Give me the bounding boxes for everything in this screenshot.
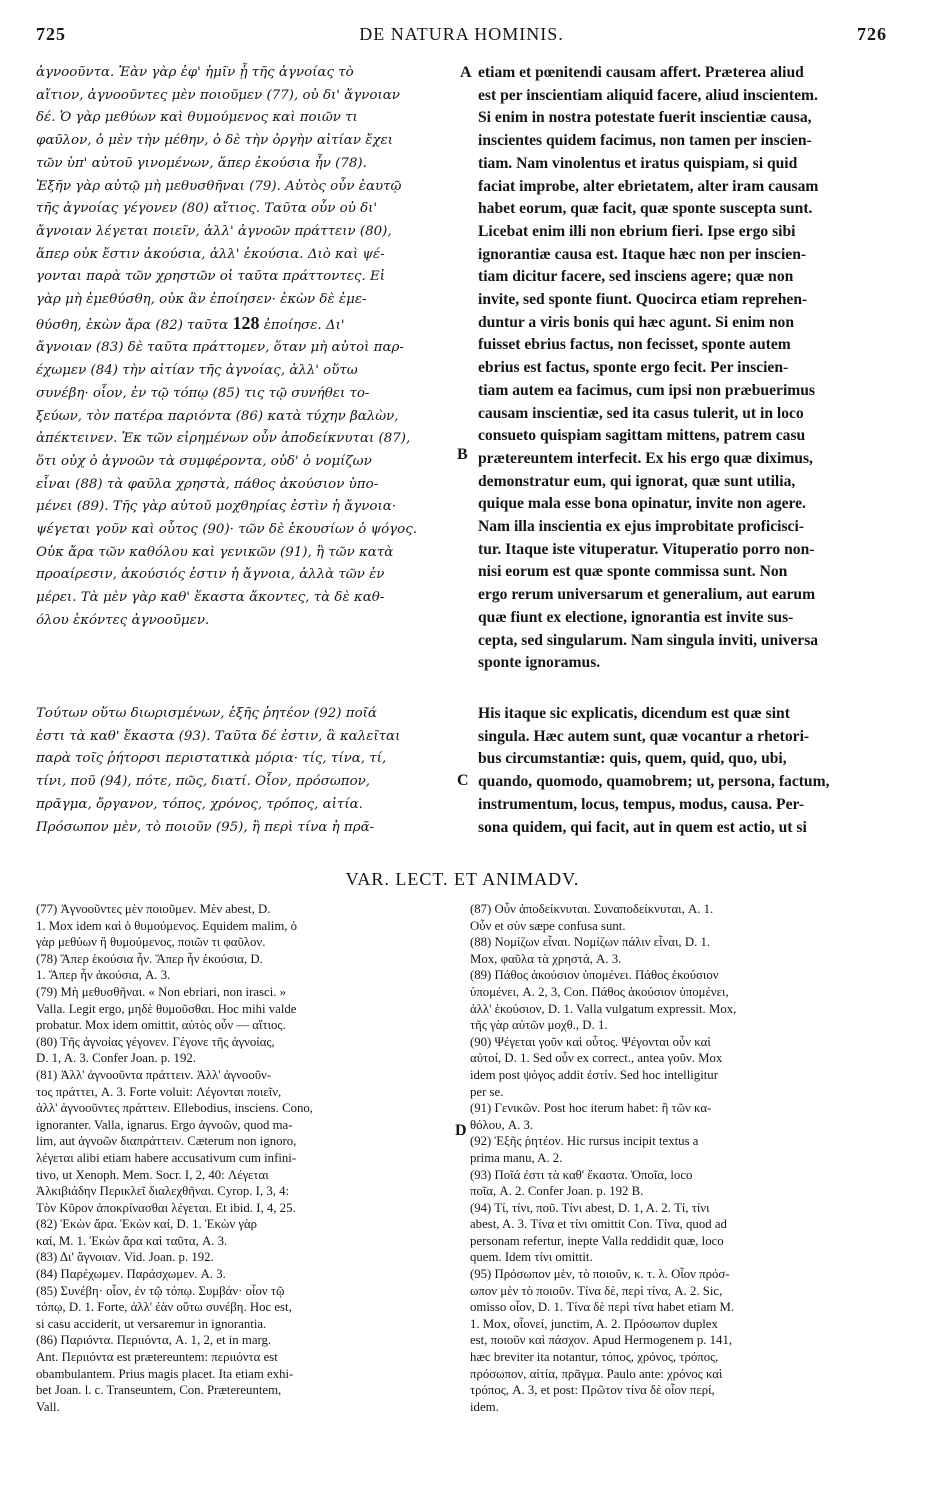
note-line: (93) Ποῖά ἐστι τὰ καθ' ἕκαστα. Ὁποῖα, loco <box>470 1167 693 1182</box>
latin-line: quando, quomodo, quamobrem; ut, persona, factum, <box>478 773 830 791</box>
note-line: ποῖα, A. 2. Confer Joan. p. 192 B. <box>470 1184 644 1199</box>
note-line: τόπῳ, D. 1. Forte, ἀλλ' ἐὰν οὕτω συνέβη. Hoc est, <box>36 1300 292 1315</box>
note-line: ignoranter. Valla, ignarus. Ergo ἀγνοῶν, quod ma- <box>36 1117 293 1132</box>
note-line: 1. Mox idem καὶ ὁ θυμούμενος. Equidem malim, ὁ <box>36 918 298 933</box>
greek-line: ψέγεται γοῦν καὶ οὗτος (90)· τῶν δὲ ἑκουσίων ὁ ψόγος. <box>36 522 417 538</box>
latin-line: ebrius est factus, sponte ergo fecit. Per inscien- <box>478 359 789 377</box>
latin-line: consueto quispiam sagittam mittens, patrem casu <box>478 427 806 445</box>
notes-section-title: VAR. LECT. ET ANIMADV. <box>345 869 580 889</box>
latin-line: instrumentum, locus, tempus, modus, causa. Per- <box>478 795 805 813</box>
note-line: (81) Ἀλλ' ἀγνοοῦντα πράττειν. Ἀλλ' ἀγνοοῦν- <box>36 1067 272 1082</box>
note-line: τος πράττει, A. 3. Forte voluit: Λέγονται ποιεῖν, <box>36 1084 282 1099</box>
greek-line: τῶν ὑπ' αὐτοῦ γινομένων, ἅπερ ἑκούσια ἦν (78). <box>36 155 367 171</box>
note-line: (92) Ἑξῆς ῥητέον. Hic rursus incipit textus a <box>470 1134 699 1149</box>
latin-line: demonstratur eum, qui ignorat, quæ sunt utilia, <box>478 472 796 490</box>
margin-marker-b: B <box>457 446 468 463</box>
note-line: θόλου, A. 3. <box>470 1117 534 1132</box>
note-line: omisso οἷον, D. 1. Τίνα δὲ περὶ τίνα habet etiam M. <box>470 1300 735 1315</box>
latin-line: sona quidem, qui facit, aut in quem est actio, ut si <box>478 818 807 836</box>
greek-line: Οὐκ ἄρα τῶν καθόλου καὶ γενικῶν (91), ἢ τῶν κατὰ <box>36 544 394 560</box>
latin-line: bus circumstantiæ: quis, quem, quid, quo, ubi, <box>478 750 787 768</box>
greek-line: έχωμεν (84) τὴν αἰτίαν τῆς ἀγνοίας, ἀλλ' οὕτω <box>36 363 358 379</box>
latin-line: sponte ignoramus. <box>478 654 601 672</box>
note-line: hæc breviter ita notantur, τόπος, χρόνος, τρόπος, <box>470 1350 719 1365</box>
greek-line: Πρόσωπον μὲν, τὸ ποιοῦν (95), ἢ περὶ τίνα ἡ πρᾶ- <box>36 819 375 835</box>
greek-line: ἅπερ οὐκ ἔστιν ἀκούσια, ἀλλ' ἑκούσια. Διὸ καὶ ψέ- <box>36 246 385 262</box>
note-line: (77) Ἀγνοοῦντες μὲν ποιοῦμεν. Μὲν abest, D. <box>36 902 271 916</box>
note-line: (88) Νομίζων εἶναι. Νομίζων πάλιν εἶναι, D. 1. <box>470 935 711 950</box>
note-line: probatur. Mox idem omittit, αὐτὸς οὖν — αἴτιος. <box>36 1018 286 1033</box>
note-line: obambulantem. Prius magis placet. Ita etiam exhi- <box>36 1366 294 1381</box>
greek-line: φαῦλον, ὁ μὲν τὴν μέθην, ὁ δὲ τὴν ὀργὴν αἰτίαν ἔχει <box>36 133 393 149</box>
note-line: Valla. Legit ergo, μηδὲ θυμοῦσθαι. Hoc mihi valde <box>36 1001 297 1016</box>
latin-line: faciat improbe, alter ebrietatem, alter iram causam <box>478 177 819 195</box>
greek-line: ἀπέκτεινεν. Ἐκ τῶν εἰρημένων οὖν ἀποδείκνυται (87), <box>36 431 411 447</box>
latin-line: tiam autem ea facimus, cum ipsi non præbuerimus <box>478 381 816 399</box>
greek-line: Ἐξῆν γὰρ αὐτῷ μὴ μεθυσθῆναι (79). Αὐτὸς οὖν ἑαυτῷ <box>36 178 402 194</box>
note-line: 1. Mox, οἷονεί, junctim, A. 2. Πρόσωπον duplex <box>470 1316 718 1331</box>
greek-line: γονται παρὰ τῶν χρηστῶν οἱ ταῦτα πράττοντες. Εἰ <box>36 269 386 285</box>
note-line: Ἀλκιβιάδην Περικλεῖ διαλεχθῆναι. Cyrop. I, 3, 4: <box>36 1184 290 1199</box>
latin-line: habet eorum, quæ facit, quæ sponte suscepta sunt. <box>478 200 813 218</box>
latin-column-2 <box>478 703 890 839</box>
note-line: bet Joan. l. c. Transeuntem, Con. Prætereuntem, <box>36 1383 282 1398</box>
margin-marker-d: D <box>455 1122 467 1139</box>
greek-line: Τούτων οὕτω διωρισμένων, ἑξῆς ῥητέον (92) ποῖά <box>36 706 377 721</box>
latin-line: inscientes quidem facimus, non tamen per inscien- <box>478 132 812 150</box>
margin-marker-c: C <box>457 772 469 789</box>
latin-line: singula. Hæc autem sunt, quæ vocantur a rhetori- <box>478 727 810 745</box>
latin-line: tur. Itaque iste vituperatur. Vituperatio porro non- <box>478 540 815 558</box>
latin-line: Nam illa inscientia ex ejus improbitate proficisci- <box>478 518 804 536</box>
note-line: (85) Συνέβη· οἷον, ἐν τῷ τόπῳ. Συμβάν· οἷον τῷ <box>36 1283 285 1298</box>
note-line: abest, A. 3. Τίνα et τίνι omittit Con. Τίνα, quod ad <box>470 1217 727 1232</box>
notes-column-left <box>36 901 446 1415</box>
note-line: λέγεται alibi etiam habere accusativum cum infini- <box>36 1150 297 1165</box>
note-line: (95) Πρόσωπον μὲν, τὸ ποιοῦν, κ. τ. λ. Οἷον πρόσ- <box>470 1267 730 1282</box>
greek-line: ἀγνοοῦντα. Ἐὰν γὰρ ἐφ' ἡμῖν ᾖ τῆς ἀγνοίας τὸ <box>36 65 354 80</box>
note-line: idem post ψόγος addit ἐστίν. Sed hoc intelligitur <box>470 1067 718 1082</box>
greek-column-1 <box>36 62 456 633</box>
note-line: Οὖν et σὺν sæpe confusa sunt. <box>470 918 626 933</box>
note-line: quem. Idem τίνι omittit. <box>470 1250 593 1265</box>
latin-line: causam inscientiæ, sed ita casus tulerit, ut in loco <box>478 404 804 422</box>
note-line: τῆς γὰρ αὐτῶν μοχθ., D. 1. <box>470 1018 608 1033</box>
note-line: prima manu, A. 2. <box>470 1150 563 1165</box>
note-line: (82) Ἑκὼν ἄρα. Ἑκὼν καί, D. 1. Ἑκὼν γὰρ <box>36 1217 258 1232</box>
note-line: (84) Παρέχωμεν. Παράσχωμεν. A. 3. <box>36 1267 226 1282</box>
greek-line: τῆς ἀγνοίας γέγονεν (80) αἴτιος. Ταῦτα οὖν οὐ δι' <box>36 201 378 217</box>
note-line: αὐτοί, D. 1. Sed οὖν ex correct., antea γοῦν. Mox <box>470 1051 723 1066</box>
running-title: DE NATURA HOMINIS. <box>359 24 564 44</box>
note-line: ἀλλ' ἑκούσιον, D. 1. Valla vulgatum expressit. Mox, <box>470 1001 737 1016</box>
greek-line: παρὰ τοῖς ῥήτορσι περιστατικὰ μόρια· τίς, τίνα, τί, <box>36 751 387 767</box>
margin-marker-a: A <box>460 64 472 81</box>
latin-line: duntur a viris bonis qui hæc agunt. Si enim non <box>478 313 795 331</box>
latin-line: quæ fiunt ex electione, ignorantia est invite sus- <box>478 608 794 626</box>
latin-line: ergo rerum universarum et generalium, aut earum <box>478 586 816 604</box>
greek-line: συνέβη· οἷον, ἐν τῷ τόπῳ (85) τις τῷ συνήθει το- <box>36 385 370 401</box>
note-line: Mox, φαῦλα τὰ χρηστά, A. 3. <box>470 951 622 966</box>
latin-line: Licebat enim illi non ebrium fieri. Ipse ergo sibi <box>478 222 796 240</box>
note-line: lim, aut ἀγνοῶν διαπράττειν. Cæterum non ignoro, <box>36 1134 297 1149</box>
latin-line: prætereuntem interfecit. Ex his ergo quæ diximus, <box>478 449 813 467</box>
latin-line: quique mala esse bona opinatur, invite non agere. <box>478 495 806 513</box>
greek-line: ἐστι τὰ καθ' ἕκαστα (93). Ταῦτα δέ ἐστιν, ἃ καλεῖται <box>36 728 401 744</box>
greek-line: γὰρ μὴ ἐμεθύσθη, οὐκ ἂν ἐποίησεν· ἑκὼν δὲ ἐμε- <box>36 292 367 308</box>
greek-line: ὅτι οὐχ ὁ ἀγνοῶν τὰ συμφέροντα, οὐδ' ὁ νομίζων <box>36 453 372 469</box>
note-line: (90) Ψέγεται γοῦν καὶ οὗτος. Ψέγονται οὖν καὶ <box>470 1034 711 1049</box>
note-line: ὑπομένει, A. 2, 3, Con. Πάθος ἀκούσιον ὑπομένει, <box>470 984 729 999</box>
note-line: (79) Μὴ μεθυσθῆναι. « Non ebriari, non irasci. » <box>36 984 287 999</box>
greek-line: τίνι, ποῦ (94), πότε, πῶς, διατί. Οἷον, πρόσωπον, <box>36 774 371 790</box>
page-number-right: 726 <box>857 24 887 44</box>
note-line: si casu acciderit, ut versaremur in ignorantia. <box>36 1316 267 1331</box>
greek-line: δέ. Ὁ γὰρ μεθύων καὶ θυμούμενος καὶ ποιῶν τι <box>36 110 358 126</box>
note-line: idem. <box>470 1399 499 1414</box>
latin-line: tiam dicitur facere, sed insciens agere; quæ non <box>478 268 794 286</box>
note-line: ωπον μὲν τὸ ποιοῦν. Τίνα δὲ, περὶ τίνα, A. 2. Sic, <box>470 1283 723 1298</box>
note-line: γὰρ μεθύων ἢ θυμούμενος, ποιῶν τι φαῦλον. <box>36 935 266 950</box>
latin-line: Si enim in nostra potestate fuerit inscientiæ causa, <box>478 109 812 127</box>
note-line: καί, M. 1. Ἑκὼν ἄρα καὶ ταῦτα, A. 3. <box>36 1233 228 1248</box>
greek-line: πρᾶγμα, ὄργανον, τόπος, χρόνος, τρόπος, αἰτία. <box>36 796 363 812</box>
note-line: (87) Οὖν ἀποδείκνυται. Συναποδείκνυται, A. 1. <box>470 902 714 916</box>
latin-line: cepta, sed singularum. Nam singula inviti, universa <box>478 631 819 649</box>
latin-column-1 <box>478 62 890 675</box>
greek-line: θύσθη, ἑκὼν ἄρα (82) ταῦτα 128 ἐποίησε. Δι' <box>36 312 345 333</box>
note-line: (91) Γενικῶν. Post hoc iterum habet: ἢ τῶν κα- <box>470 1101 712 1116</box>
note-line: (78) Ἅπερ ἑκούσια ἦν. Ἅπερ ἦν ἑκούσια, D. <box>36 951 263 966</box>
note-line: (86) Παριόντα. Περιιόντα, A. 1, 2, et in marg. <box>36 1333 272 1348</box>
note-line: (80) Τῆς ἀγνοίας γέγονεν. Γέγονε τῆς ἀγνοίας, <box>36 1034 275 1049</box>
greek-column-2 <box>36 703 456 839</box>
note-line: τρόπος, A. 3, et post: Πρῶτον τίνα δὲ οἷον περί, <box>470 1383 715 1398</box>
page-number-left: 725 <box>36 24 66 44</box>
note-line: Ant. Περιιόντα est prætereuntem: περιιόντα est <box>36 1350 278 1365</box>
greek-line: εἶναι (88) τὰ φαῦλα χρηστὰ, πάθος ἀκούσιον ὑπο- <box>36 476 379 492</box>
greek-line: ἄγνοιαν (83) δὲ ταῦτα πράττομεν, ὅταν μὴ αὐτοὶ παρ- <box>36 340 404 356</box>
latin-line: nisi eorum est quæ sponte commissa sunt. Non <box>478 563 788 581</box>
greek-line: ἄγνοιαν λέγεται ποιεῖν, ἀλλ' ἀγνοῶν πράττειν (80), <box>36 223 392 239</box>
greek-line: προαίρεσιν, ἀκούσιός ἐστιν ἡ ἄγνοια, ἀλλὰ τῶν ἐν <box>36 567 385 583</box>
greek-line: μέρει. Τὰ μὲν γὰρ καθ' ἕκαστα ἄκοντες, τὰ δὲ καθ- <box>36 590 385 606</box>
latin-line: etiam et pœnitendi causam affert. Præterea aliud <box>478 64 804 81</box>
running-header <box>36 24 887 52</box>
note-line: est, ποιοῦν καὶ πάσχον. Apud Hermogenem p. 141, <box>470 1333 733 1348</box>
latin-line: fuisset ebrius factus, non fecisset, sponte autem <box>478 336 791 354</box>
latin-line: tiam. Nam vinolentus et iratus quispiam, si quid <box>478 154 798 172</box>
note-line: tivo, ut Xenoph. Mem. Socr. I, 2, 40: Λέγεται <box>36 1167 269 1182</box>
greek-line: ξεύων, τὸν πατέρα παριόντα (86) κατὰ τύχην βαλὼν, <box>36 408 399 424</box>
note-line: personam refertur, inepte Valla reddidit quæ, loco <box>470 1233 724 1248</box>
latin-line: His itaque sic explicatis, dicendum est quæ sint <box>478 705 790 722</box>
notes-column-right <box>470 901 890 1415</box>
column-number: 128 <box>232 312 260 333</box>
greek-line: μένει (89). Τῆς γὰρ αὐτοῦ μοχθηρίας ἐστὶν ἡ ἄγνοια· <box>36 499 396 515</box>
note-line: 1. Ἅπερ ἦν ἀκούσια, A. 3. <box>36 968 171 983</box>
note-line: (89) Πάθος ἀκούσιον ὑπομένει. Πάθος ἑκούσιον <box>470 968 719 983</box>
latin-line: ignorantiæ causa est. Itaque hæc non per inscien- <box>478 245 807 263</box>
note-line: πρόσωπον, αἰτία, πρᾶγμα. Paulo ante: χρόνος καὶ <box>470 1366 723 1381</box>
latin-line: invite, sed sponte fiunt. Quocirca etiam reprehen- <box>478 291 808 309</box>
note-line: (94) Τί, τίνι, ποῦ. Τίνι abest, D. 1, A. 2. Τί, τίνι <box>470 1200 710 1215</box>
latin-line: est per inscientiam aliquid facere, aliud inscientem. <box>478 86 818 104</box>
note-line: ἀλλ' ἀγνοοῦντες πράττειν. Ellebodius, insciens. Cono, <box>36 1101 313 1116</box>
note-line: Τὸν Κῦρον ἀποκρίνασθαι λέγεται. Et ibid. I, 4, 25. <box>36 1200 296 1215</box>
greek-line: αἴτιον, ἀγνοοῦντες μὲν ποιοῦμεν (77), οὐ δι' ἄγνοιαν <box>36 87 400 103</box>
note-line: (83) Δι' ἄγνοιαν. Vid. Joan. p. 192. <box>36 1250 214 1265</box>
note-line: per se. <box>470 1084 504 1099</box>
greek-line: όλου ἑκόντες ἀγνοοῦμεν. <box>36 612 210 628</box>
note-line: D. 1, A. 3. Confer Joan. p. 192. <box>36 1051 196 1066</box>
note-line: Vall. <box>36 1399 60 1414</box>
